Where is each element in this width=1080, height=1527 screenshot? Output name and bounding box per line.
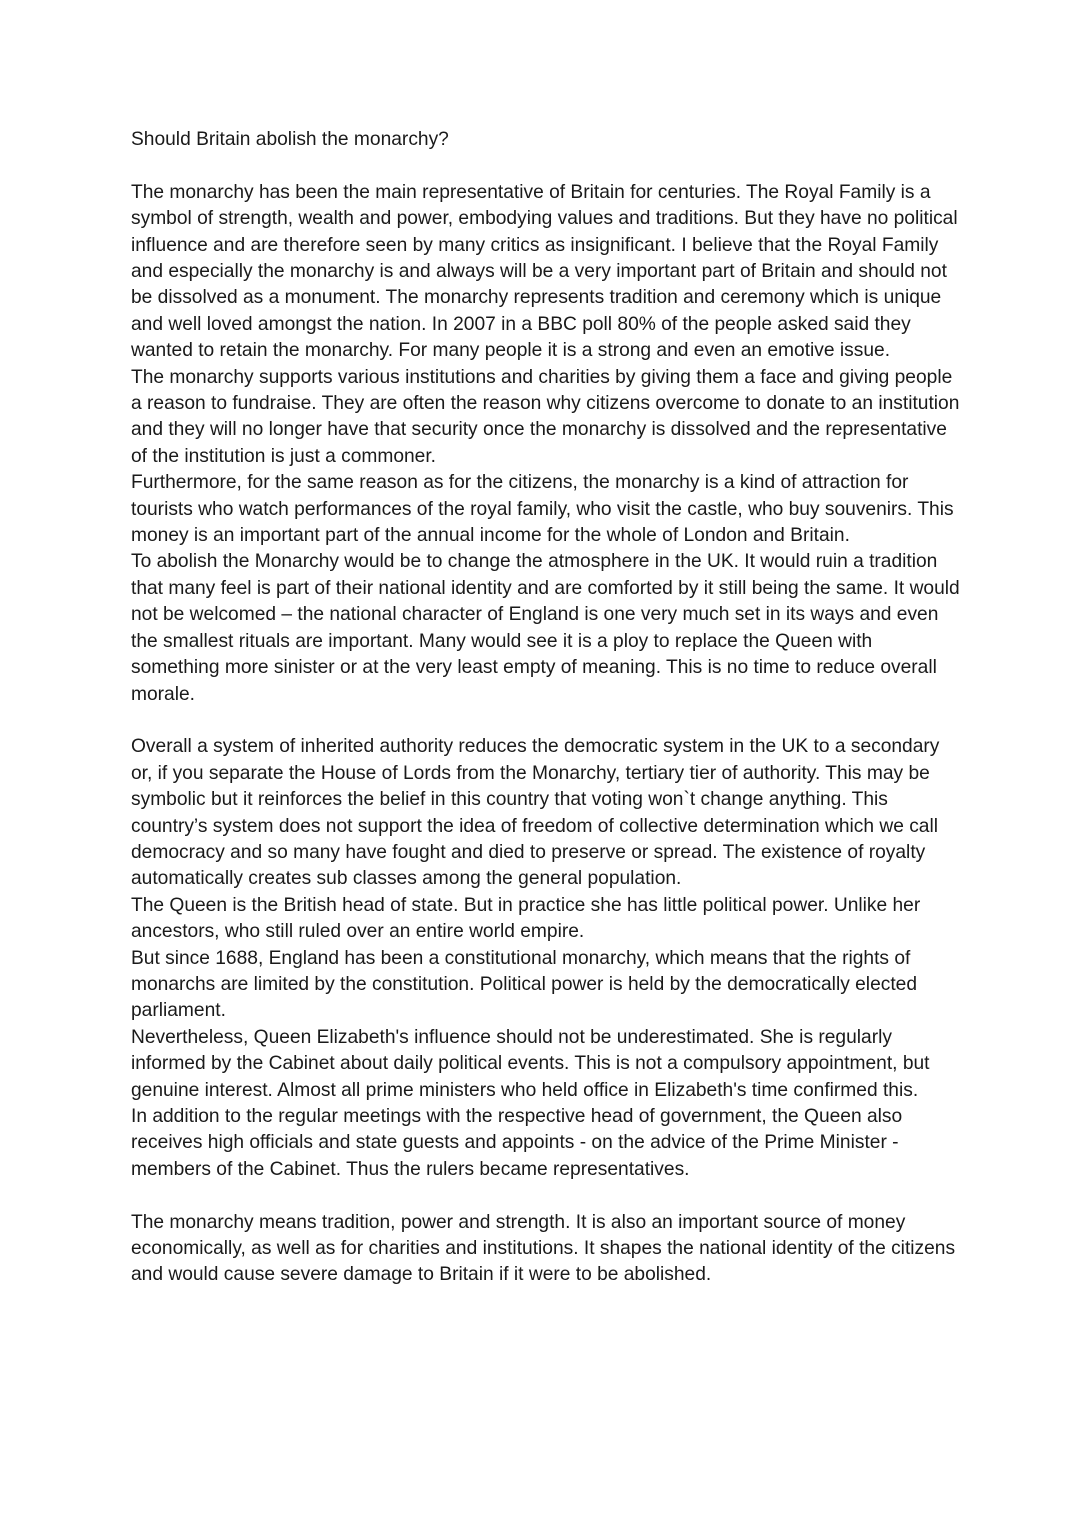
- paragraph-charities: The monarchy supports various institutions and charities by giving them a face and giving people a reason to fundraise. They are often the reason why citizens overcome to donate to an institution and they will no longer have that security once the monarchy is dissolved and the representative of the institution is just a commoner.: [131, 366, 960, 467]
- paragraph-meetings: In addition to the regular meetings with the respective head of government, the Queen also receives high officials and state guests and appoints - on the advice of the Prime Minister - members of the Cabinet. Thus the rulers became representatives.: [131, 1106, 903, 1180]
- section-arguments-for: [131, 180, 961, 708]
- paragraph-conclusion: The monarchy means tradition, power and strength. It is also an important source of money economically, as well as for charities and institutions. It shapes the national identity of the citizens and would cause severe damage to Britain if it were to be abolished.: [131, 1211, 956, 1286]
- section-arguments-against: [131, 734, 961, 1183]
- paragraph-constitutional-monarchy: But since 1688, England has been a constitutional monarchy, which means that the rights of monarchs are limited by the constitution. Political power is held by the democratically elected parliament.: [131, 947, 918, 1022]
- paragraph-gap: [131, 1183, 961, 1209]
- paragraph-inherited-authority: Overall a system of inherited authority reduces the democratic system in the UK to a secondary or, if you separate the House of Lords from the Monarchy, tertiary tier of authority. This may be symbolic but it reinforces the belief in this country that voting won`t change anything. This country’s system does not support the idea of freedom of collective determination which we call democracy and so many have fought and died to preserve or spread. The existence of royalty automatically creates sub classes among the general population.: [131, 736, 940, 890]
- paragraph-gap: [131, 708, 961, 734]
- paragraph-queen-influence: Nevertheless, Queen Elizabeth's influence should not be underestimated. She is regularly informed by the Cabinet about daily political events. This is not a compulsory appointment, but genuine interest. Almost all prime ministers who held office in Elizabeth's time confirmed this.: [131, 1026, 930, 1101]
- paragraph-tourism: Furthermore, for the same reason as for the citizens, the monarchy is a kind of attraction for tourists who watch performances of the royal family, who visit the castle, who buy souvenirs. This money is an important part of the annual income for the whole of London and Britain.: [131, 472, 954, 547]
- paragraph-head-of-state: The Queen is the British head of state. But in practice she has little political power. Unlike her ancestors, who still ruled over an entire world empire.: [131, 894, 921, 943]
- paragraph-tradition: The monarchy has been the main representative of Britain for centuries. The Royal Family is a symbol of strength, wealth and power, embodying values and traditions. But they have no political influence and are therefore seen by many critics as insignificant. I believe that the Royal Family and especially the monarchy is and always will be a very important part of Britain and should not be dissolved as a monument. The monarchy represents tradition and ceremony which is unique and well loved amongst the nation. In 2007 in a BBC poll 80% of the people asked said they wanted to retain the monarchy. For many people it is a strong and even an emotive issue.: [131, 181, 958, 362]
- document-title: Should Britain abolish the monarchy?: [131, 129, 449, 150]
- paragraph-atmosphere: To abolish the Monarchy would be to change the atmosphere in the UK. It would ruin a tradition that many feel is part of their national identity and are comforted by it still being the same. It would not be welcomed – the national character of England is one very much set in its ways and even the smallest rituals are important. Many would see it is a ploy to replace the Queen with something more sinister or at the very least empty of meaning. This is no time to reduce overall morale.: [131, 551, 960, 705]
- document-page: [131, 127, 961, 1289]
